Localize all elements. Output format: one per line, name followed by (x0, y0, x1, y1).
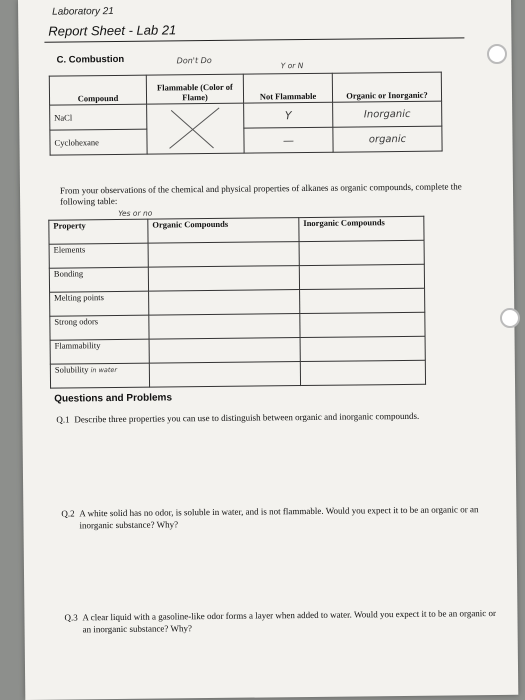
q2-number: Q.2 (61, 508, 75, 519)
questions-heading: Questions and Problems (54, 392, 173, 405)
binder-ring (500, 308, 520, 328)
section-c-heading: C. Combustion (56, 53, 125, 66)
col-compound: Compound (49, 75, 146, 105)
table-row (50, 360, 425, 388)
report-sheet-page (18, 0, 518, 700)
handwritten-y-or-n: Y or N (280, 61, 304, 71)
handwritten-yes-or-no: Yes or no (118, 208, 153, 218)
q1-number: Q.1 (56, 414, 70, 425)
q2-text: A white solid has no odor, is soluble in water, and is not flammable. Would you expect it to be an organic or an inorganic substance? Why? (79, 504, 479, 531)
properties-table (48, 216, 426, 389)
compound-cell: Cyclohexane (50, 129, 147, 155)
col-organic-inorganic: Organic or Inorganic? (332, 72, 441, 102)
title-rule (44, 37, 464, 42)
property-label: Melting points (50, 291, 149, 316)
handwritten-answer: Inorganic (333, 101, 442, 127)
instructions-text: From your observations of the chemical and physical properties of alkanes as organic compounds, complete the following table: (59, 181, 462, 207)
property-label: Elements (49, 243, 148, 268)
q1-text: Describe three properties you can use to distinguish between organic and inorganic compounds. (74, 410, 420, 425)
binder-ring (487, 44, 507, 64)
handwritten-answer: organic (333, 126, 442, 152)
handwritten-dont-do: Don't Do (176, 55, 212, 66)
handwritten-answer: — (244, 127, 333, 153)
col-organic: Organic Compounds (148, 218, 299, 244)
col-inorganic: Inorganic Compounds (299, 216, 424, 241)
property-label: Flammability (50, 339, 149, 364)
property-label: Bonding (49, 267, 148, 292)
table-row (50, 126, 442, 155)
compound-cell: NaCl (50, 104, 147, 130)
property-label: Strong odors (50, 315, 149, 340)
crossed-out-cell (147, 103, 245, 154)
property-label: Solubility in water (50, 363, 149, 388)
col-property: Property (49, 219, 148, 244)
col-flammable: Flammable (Color of Flame) (146, 74, 243, 104)
q3-number: Q.3 (64, 612, 78, 623)
combustion-table (49, 72, 443, 156)
lab-label: Laboratory 21 (52, 5, 114, 18)
page-title: Report Sheet - Lab 21 (48, 22, 177, 39)
handwritten-in-water: in water (90, 365, 118, 375)
col-not-flammable: Not Flammable (243, 73, 332, 103)
cross-out-mark (147, 104, 239, 153)
handwritten-answer: Y (244, 102, 333, 128)
q3-text: A clear liquid with a gasoline-like odor forms a layer when added to water. Would you expect it to be an organic or an inorganic substance? Why? (82, 608, 497, 635)
